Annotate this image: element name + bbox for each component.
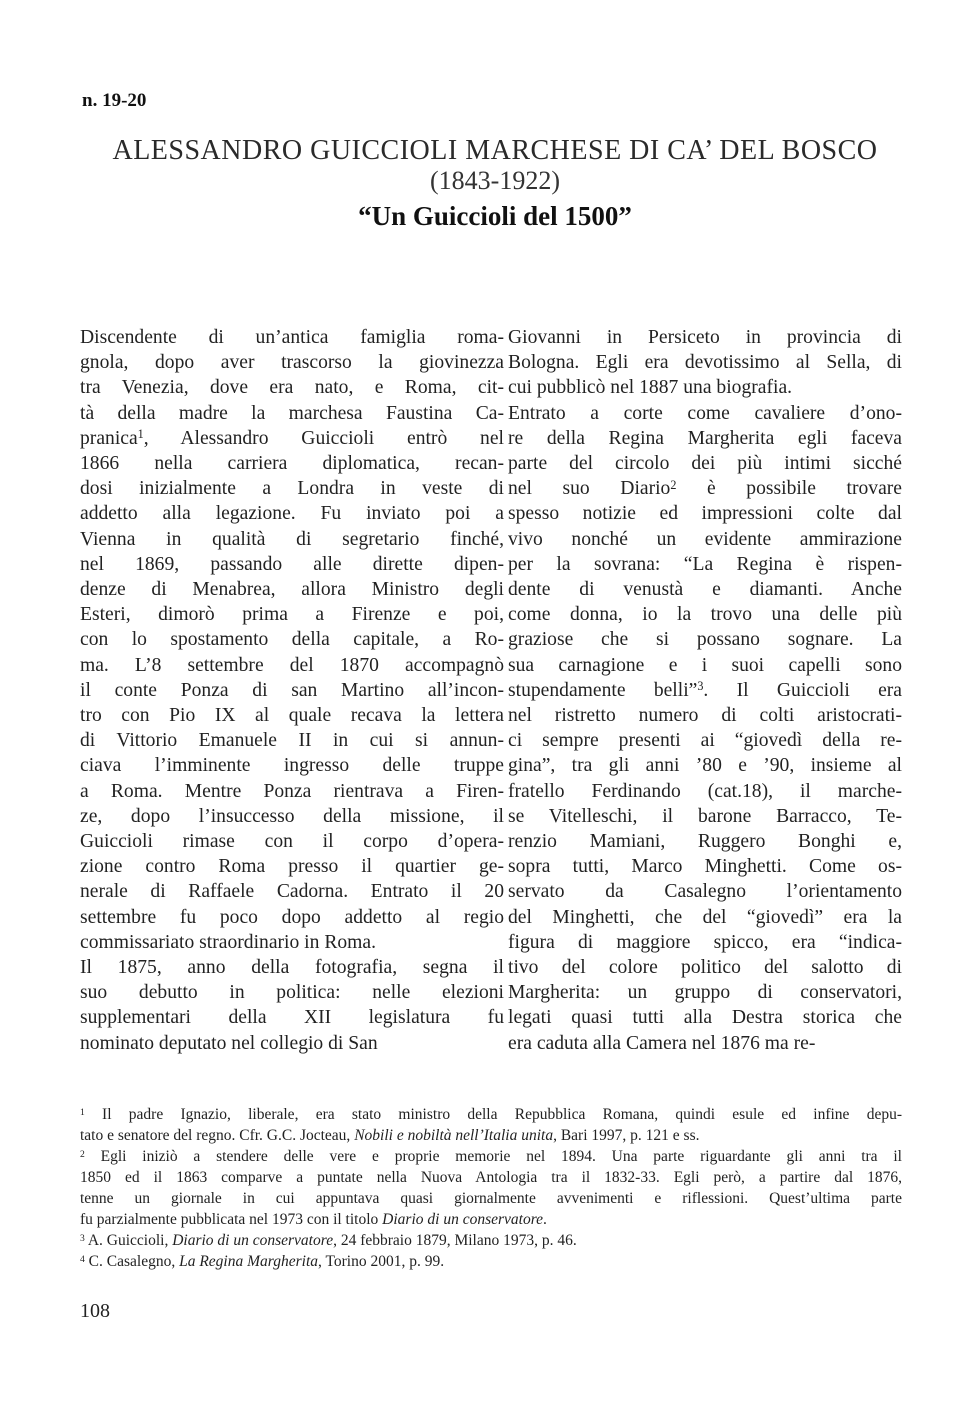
footnote-line: 1850 ed il 1863 comparve a puntate nella Nuova Antologia tra il 1832-33. Egli però, a partire dal 1876, (80, 1169, 902, 1186)
text-line: Bologna. Egli era devotissimo al Sella, di (508, 352, 902, 374)
text-line: come donna, io la trovo una delle più (508, 604, 902, 626)
text-line: per la sovrana: “La Regina è rispen- (508, 553, 902, 575)
text-line: tivo del colore politico del salotto di (508, 957, 902, 979)
footnote-mark: 4 (80, 1253, 85, 1265)
catalog-number: n. 19-20 (82, 90, 147, 111)
text-line: re della Regina Margherita egli faceva (508, 427, 902, 449)
text-line: Entrato a corte come cavaliere d’ono- (508, 402, 902, 424)
text-line: di Vittorio Emanuele II in cui si annun- (80, 730, 504, 752)
text-line: pranica$^1$, Alessandro Guiccioli entrò nel (80, 427, 504, 449)
footnote-line: tenne un giornale in cui appuntava quasi giornalmente avvenimenti e riflessioni. Quest’ultima parte (80, 1190, 902, 1207)
text-line: renzio Mamiani, Ruggero Bonghi e, (508, 831, 902, 853)
text-line: nel ristretto numero di colti aristocrati- (508, 705, 902, 727)
text-line: 1866 nella carriera diplomatica, recan- (80, 453, 504, 475)
text-line: spesso notizie ed impressioni colte dal (508, 503, 902, 525)
footnote-line: $^4$ C. Casalegno, La Regina Margherita, Torino 2001, p. 99. (80, 1253, 445, 1270)
text-line: sua carnagione e i suoi capelli sono (508, 654, 902, 676)
text-line: gnola, dopo aver trascorso la giovinezza (80, 352, 504, 374)
text-line: servato da Casalegno l’orientamento (508, 881, 902, 903)
text-line: il conte Ponza di san Martino all’incon- (80, 679, 504, 701)
text-line: legati quasi tutti alla Destra storica che (508, 1007, 902, 1029)
text-line: cui pubblicò nel 1887 una biografia. (508, 377, 793, 399)
text-line: era caduta alla Camera nel 1876 ma re- (508, 1032, 816, 1054)
text-line: Vienna in qualità di segretario finché, (80, 528, 504, 550)
text-line: sopra tutti, Marco Minghetti. Come os- (508, 856, 902, 878)
heading-block (100, 136, 890, 234)
text-line: ciava l’imminente ingresso delle truppe (80, 755, 504, 777)
text-line: ma. L’8 settembre del 1870 accompagnò (80, 654, 504, 676)
text-line: tro con Pio IX al quale recava la lettera (80, 705, 504, 727)
text-line: con lo spostamento della capitale, a Ro- (80, 629, 504, 651)
text-line: nerale di Raffaele Cadorna. Entrato il 20 (80, 881, 504, 903)
text-line: dente di venustà e diamanti. Anche (508, 579, 902, 601)
text-line: ze, dopo l’insuccesso della missione, il (80, 805, 504, 827)
text-line: commissariato straordinario in Roma. (80, 931, 377, 953)
footnote-line: fu parzialmente pubblicata nel 1973 con il titolo Diario di un conservatore. (80, 1211, 547, 1228)
footnote-line: $^2$ Egli iniziò a stendere delle vere e proprie memorie nel 1894. Una parte riguardante gli anni tra il (80, 1148, 902, 1165)
text-line: gina”, tra gli anni ’80 e ’90, insieme al (508, 755, 902, 777)
text-line: nominato deputato nel collegio di San (80, 1032, 378, 1054)
text-line: Margherita: un gruppo di conservatori, (508, 982, 902, 1004)
text-line: Guiccioli rimase con il corpo d’opera- (80, 831, 504, 853)
text-line: suo debutto in politica: nelle elezioni (80, 982, 504, 1004)
text-line: tà della madre la marchesa Faustina Ca- (80, 402, 504, 424)
life-dates: (1843-1922) (430, 166, 560, 195)
left-text-column (80, 325, 504, 1056)
text-line: parte del circolo dei più intimi sicché (508, 453, 902, 475)
text-line: dosi inizialmente a Londra in veste di (80, 478, 504, 500)
text-line: Esteri, dimorò prima a Firenze e poi, (80, 604, 504, 626)
text-line: Il 1875, anno della fotografia, segna il (80, 957, 504, 979)
footnote-mark: 2 (80, 1148, 85, 1160)
text-line: tra Venezia, dove era nato, e Roma, cit- (80, 377, 504, 399)
text-line: Discendente di un’antica famiglia roma- (80, 327, 504, 348)
text-line: supplementari della XII legislatura fu (80, 1007, 504, 1029)
footnote-mark: 1 (80, 1106, 85, 1118)
footnote-line: $^1$ Il padre Ignazio, liberale, era stato ministro della Repubblica Romana, quindi esule ed infine depu- (80, 1106, 902, 1123)
text-line: nel suo Diario$^2$ è possibile trovare (508, 477, 902, 500)
text-line: fratello Ferdinando (cat.18), il marche- (508, 780, 902, 802)
text-line: zione contro Roma presso il quartier ge- (80, 856, 504, 878)
text-line: settembre fu poco dopo addetto al regio (80, 906, 504, 928)
footnote-line: $^3$ A. Guiccioli, Diario di un conservatore, 24 febbraio 1879, Milano 1973, p. 46. (80, 1232, 577, 1249)
text-line: Giovanni in Persiceto in provincia di (508, 327, 902, 348)
text-line: del Minghetti, che del “giovedì” era la (508, 906, 902, 928)
text-line: ci sempre presenti ai “giovedì della re- (508, 730, 902, 752)
footnote-mark: 3 (80, 1232, 85, 1244)
footnotes (80, 1104, 902, 1272)
text-line: graziose che si possano sognare. La (508, 629, 902, 651)
right-text-column (508, 325, 902, 1056)
text-line: a Roma. Mentre Ponza rientrava a Firen- (80, 780, 504, 802)
footnote-line: tato e senatore del regno. Cfr. G.C. Jocteau, Nobili e nobiltà nell’Italia unita, Bari 1997, p. 121 e ss. (80, 1127, 700, 1144)
text-line: se Vitelleschi, il barone Barracco, Te- (508, 805, 902, 827)
text-line: vivo nonché un evidente ammirazione (508, 528, 902, 550)
text-line: addetto alla legazione. Fu inviato poi a (80, 503, 504, 525)
text-line: nel 1869, passando alle dirette dipen- (80, 553, 504, 575)
page-title: ALESSANDRO GUICCIOLI MARCHESE DI CA’ DEL BOSCO (112, 135, 878, 166)
subtitle: “Un Guiccioli del 1500” (358, 201, 632, 231)
page-number: 108 (80, 1300, 110, 1322)
text-line: denze di Menabrea, allora Ministro degli (80, 579, 504, 601)
text-line: figura di maggiore spicco, era “indica- (508, 931, 902, 953)
text-line: stupendamente belli”$^3$. Il Guiccioli era (508, 679, 902, 701)
